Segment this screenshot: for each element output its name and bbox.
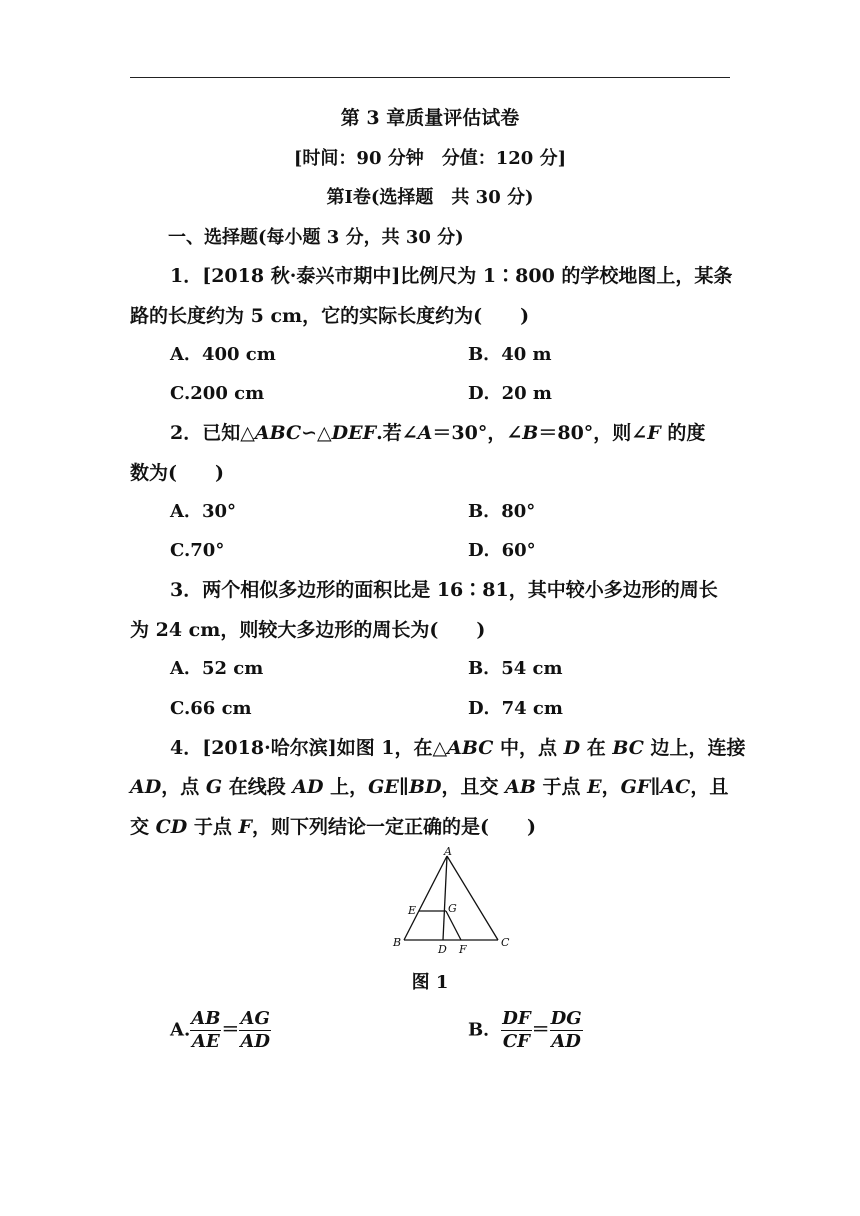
segment-gf	[446, 911, 461, 940]
exam-info: [时间：90 分钟 分值：120 分]	[293, 148, 567, 169]
segment-ab	[404, 856, 447, 940]
label-c: C	[501, 936, 510, 949]
label-g: G	[448, 902, 457, 915]
label-e: E	[408, 904, 417, 917]
q4-option-a: A. $\frac{AB}{AE}$ ＝ $\frac{AG}{AD}$	[170, 1008, 270, 1052]
q3-option-b: B．54 cm	[468, 658, 563, 679]
top-rule	[130, 77, 730, 78]
triangle-figure	[388, 846, 518, 958]
q2-line1: 2．已知△ABC∽△DEF.若∠A＝30°，∠B＝80°，则∠F 的度	[170, 422, 706, 444]
page-title: 第 3 章质量评估试卷	[340, 107, 520, 129]
q4-line3: 交 CD 于点 F，则下列结论一定正确的是( )	[130, 816, 536, 838]
label-a: A	[444, 846, 452, 858]
q2-option-b: B．80°	[468, 501, 536, 522]
q2-option-a: A．30°	[170, 501, 237, 522]
label-f: F	[459, 943, 467, 956]
q1-option-d: D．20 m	[468, 383, 552, 404]
q2-option-d: D．60°	[468, 540, 536, 561]
q1-option-a: A．400 cm	[170, 344, 276, 365]
q3-option-c: C.66 cm	[170, 698, 252, 719]
section-heading: 一、选择题(每小题 3 分，共 30 分)	[168, 227, 464, 248]
segment-ad	[443, 856, 447, 940]
part-heading: 第Ⅰ卷(选择题 共 30 分)	[326, 187, 534, 208]
q1-option-c: C.200 cm	[170, 383, 265, 404]
figure-caption: 图 1	[411, 972, 449, 993]
q1-line2: 路的长度约为 5 cm，它的实际长度约为( )	[130, 305, 530, 327]
q3-option-a: A．52 cm	[170, 658, 264, 679]
q3-line2: 为 24 cm，则较大多边形的周长为( )	[130, 619, 486, 641]
q1-option-b: B．40 m	[468, 344, 552, 365]
q3-option-d: D．74 cm	[468, 698, 563, 719]
q3-line1: 3．两个相似多边形的面积比是 16∶81，其中较小多边形的周长	[170, 579, 718, 601]
q1-line1: 1．[2018 秋·泰兴市期中]比例尺为 1∶800 的学校地图上，某条	[170, 265, 733, 287]
q4-line1: 4．[2018·哈尔滨]如图 1，在△ABC 中，点 D 在 BC 边上，连接	[170, 737, 746, 759]
q4-option-b: B． $\frac{DF}{CF}$ ＝ $\frac{DG}{AD}$	[468, 1008, 582, 1052]
q2-option-c: C.70°	[170, 540, 225, 561]
label-d: D	[438, 943, 447, 956]
label-b: B	[393, 936, 402, 949]
q4-line2: AD，点 G 在线段 AD 上，GE∥BD，且交 AB 于点 E，GF∥AC，且	[130, 776, 729, 798]
q2-line2: 数为( )	[130, 462, 224, 484]
